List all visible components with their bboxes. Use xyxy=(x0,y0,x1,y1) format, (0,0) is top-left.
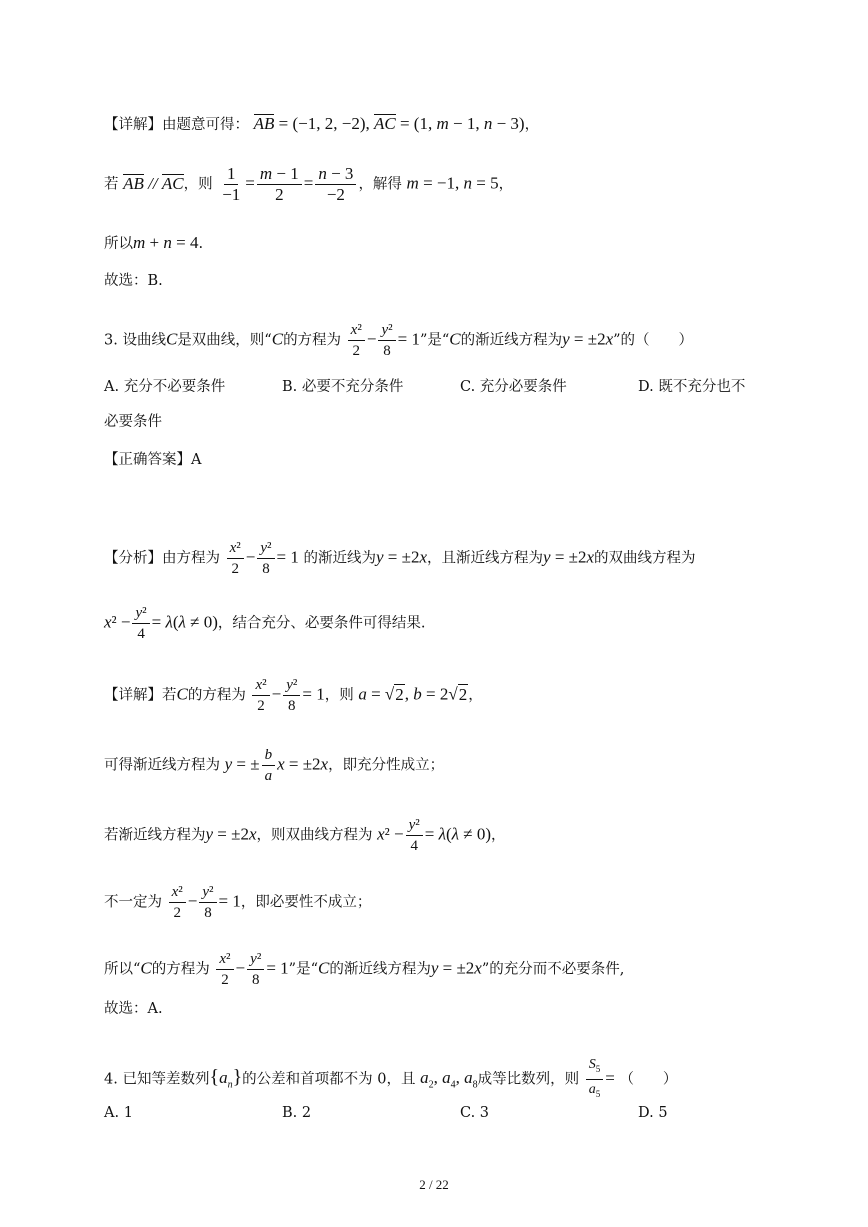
question-4-stem: 4. 已知等差数列$\{a_n\}$的公差和首项都不为 0，且 $a_2$, $a_4$, $a_8$成等比数列，则 $\frac{S_5}{a_5}$ = （ ） xyxy=(104,1057,678,1099)
q4-option-b[interactable]: B. 2 xyxy=(282,1105,312,1121)
question-3-stem: 3. 设曲线C是双曲线，则“C的方程为 $\frac{\text{x²}}{2}$ − $\frac{\text{y²}}{8}$ = 1”是“C的渐近线方程为y = ±2x”的（ ） xyxy=(104,322,694,359)
solution: m = −1, n = 5 xyxy=(406,173,499,193)
option-b[interactable]: B. 必要不充分条件 xyxy=(282,379,404,395)
detail-line-2: 若 AB // AC，则 $\frac{1}{-1}$ = $\frac{m - 1}{2}$ = $\frac{n - 3}{-2}$ ，解得 m = −1, n = 5， xyxy=(104,164,514,204)
vector-equation: AB = (−1, 2, −2), AC = (1, m − 1, n − 3) xyxy=(253,114,525,133)
analysis-label: 【分析】 xyxy=(104,550,162,567)
detail2-line-2: 可得渐近线方程为 y = ± $\frac{b}{a}$ x = ±2x，即充分性成立； xyxy=(104,747,445,784)
analysis-line-1: 【分析】由方程为 $\frac{\text{x²}}{2}$ − $\frac{\text{y²}}{8}$ = 1 的渐近线为y = ±2x，且渐近线方程为y = ±2x的双曲线方程为 xyxy=(104,540,696,577)
analysis-line-2: x² − $\frac{\text{y²}}{4}$ = λ(λ ≠ 0)，结合充分、必要条件可得结果. xyxy=(104,605,426,642)
detail2-line-1: 【详解】若C的方程为 $\frac{\text{x²}}{2}$ − $\frac{\text{y²}}{8}$ = 1，则 a = √2, b = 2√2， xyxy=(104,677,483,714)
detail2-line-3: 若渐近线方程为y = ±2x，则双曲线方程为 x² − $\frac{\text{y²}}{4}$ = λ(λ ≠ 0)， xyxy=(104,817,506,854)
choice-line-a: 故选：A. xyxy=(104,1001,163,1017)
detail2-label: 【详解】 xyxy=(104,687,162,704)
detail2-line-5: 所以“C的方程为 $\frac{\text{x²}}{2}$ − $\frac{\text{y²}}{8}$ = 1”是“C的渐近线方程为y = ±2x”的充分而不必要条件, xyxy=(104,951,625,988)
detail-line-1: 【详解】由题意可得： AB = (−1, 2, −2), AC = (1, m − 1, n − 3)， xyxy=(104,114,540,133)
parallel-condition: AB // AC xyxy=(123,173,184,193)
page-number: 2 / 22 xyxy=(419,1177,449,1192)
q4-option-c[interactable]: C. 3 xyxy=(460,1105,490,1121)
detail2-line-4: 不一定为 $\frac{\text{x²}}{2}$ − $\frac{\text{y²}}{8}$ = 1，即必要性不成立； xyxy=(104,884,372,921)
option-c[interactable]: C. 充分必要条件 xyxy=(460,379,567,395)
correct-answer: 【正确答案】A xyxy=(104,452,202,468)
detail-line-3: 所以m + n = 4. xyxy=(104,233,204,252)
choice-line-b: 故选：B. xyxy=(104,273,163,289)
q4-option-d[interactable]: D. 5 xyxy=(638,1105,668,1121)
q4-option-a[interactable]: A. 1 xyxy=(104,1105,133,1121)
option-a[interactable]: A. 充分不必要条件 xyxy=(104,379,226,395)
option-d[interactable]: D. 既不充分也不 xyxy=(638,379,746,395)
option-d-wrap: 必要条件 xyxy=(104,414,162,430)
detail-label: 【详解】 xyxy=(104,117,162,133)
